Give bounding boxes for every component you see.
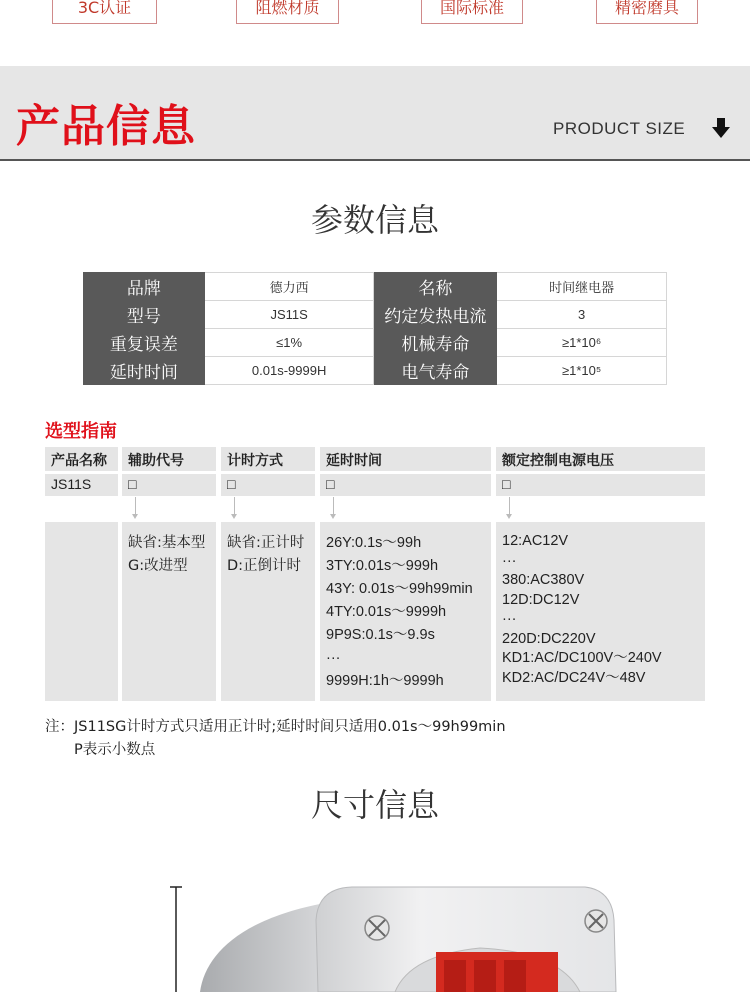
selection-guide-title: 选型指南 [45,421,117,442]
product-photo [0,860,750,992]
param-label: 重复误差 [84,329,205,357]
param-value: ≥1*10⁶ [497,329,667,357]
param-value: 3 [497,301,667,329]
guide-header-delay-time: 延时时间 [320,447,491,471]
params-section-title: 参数信息 [310,201,439,239]
params-table [83,272,667,385]
guide-value-product-name: JS11S [45,474,118,496]
option-item: 缺省:正计时 [227,535,305,551]
option-item: 缺省:基本型 [128,535,206,551]
param-value: ≥1*10⁵ [497,357,667,385]
guide-value-timing-mode: □ [221,474,315,496]
table-row [84,273,667,301]
option-item: 26Y:0.1s～99h [326,535,422,551]
option-item: D:正倒计时 [227,558,302,574]
param-label: 电气寿命 [374,357,497,385]
param-label: 机械寿命 [374,329,497,357]
connector-line [234,497,235,515]
option-item: ··· [502,552,517,569]
guide-value-voltage: □ [496,474,705,496]
guide-options-aux-code [122,522,216,701]
connector-arrow [132,514,138,519]
guide-value-delay-time: □ [320,474,491,496]
table-row [84,301,667,329]
guide-header-product-name: 产品名称 [45,447,118,471]
connector-arrow [330,514,336,519]
guide-options-delay-time [320,522,491,701]
option-item: G:改进型 [128,558,188,574]
connector-line [509,497,510,515]
guide-header-aux-code: 辅助代号 [122,447,216,471]
option-item: ··· [326,650,341,666]
option-item: KD2:AC/DC24V～48V [502,669,646,686]
cert-badge-3c: 3C认证 [52,0,157,24]
cert-badge-precision-mold: 精密磨具 [596,0,698,24]
option-item: 9999H:1h～9999h [326,673,444,689]
option-item: 12:AC12V [502,533,569,549]
cert-badge-international-standard: 国际标准 [421,0,523,24]
option-item: 43Y: 0.01s～99h99min [326,581,473,597]
param-label: 型号 [84,301,205,329]
connector-line [333,497,334,515]
option-item: 4TY:0.01s～9999h [326,604,447,620]
banner-title: 产品信息 [16,101,196,152]
option-item: 9P9S:0.1s～9.9s [326,627,435,643]
param-value: 0.01s-9999H [204,357,374,385]
product-info-banner [0,66,750,161]
connector-arrow [506,514,512,519]
guide-options-voltage [496,522,705,701]
cert-badge-flame-retardant: 阻燃材质 [236,0,339,24]
guide-header-timing-mode: 计时方式 [221,447,315,471]
size-section-title: 尺寸信息 [310,786,439,824]
option-item: 220D:DC220V [502,630,596,647]
connector-arrow [231,514,237,519]
option-item: ··· [502,611,517,627]
banner-subtitle: PRODUCT SIZE [553,119,686,138]
guide-value-aux-code: □ [122,474,216,496]
connector-line [135,497,136,515]
param-value: 德力西 [204,273,374,301]
table-row [84,329,667,357]
down-arrow-icon [710,116,732,140]
option-item: KD1:AC/DC100V～240V [502,650,662,666]
option-item: 380:AC380V [502,572,585,588]
param-label: 品牌 [84,273,205,301]
param-value: JS11S [204,301,374,329]
guide-note-line-1: 注：JS11SG计时方式只适用正计时;延时时间只适用0.01s～99h99min [45,719,506,735]
param-label: 约定发热电流 [374,301,497,329]
param-value: 时间继电器 [497,273,667,301]
option-item: 3TY:0.01s～999h [326,558,439,574]
guide-header-voltage: 额定控制电源电压 [496,447,705,471]
option-item: 12D:DC12V [502,591,580,608]
guide-product-column-fill [45,522,118,701]
param-value: ≤1% [204,329,374,357]
guide-options-timing-mode [221,522,315,701]
guide-note-line-2: P表示小数点 [74,742,156,758]
param-label: 延时时间 [84,357,205,385]
param-label: 名称 [374,273,497,301]
table-row [84,357,667,385]
